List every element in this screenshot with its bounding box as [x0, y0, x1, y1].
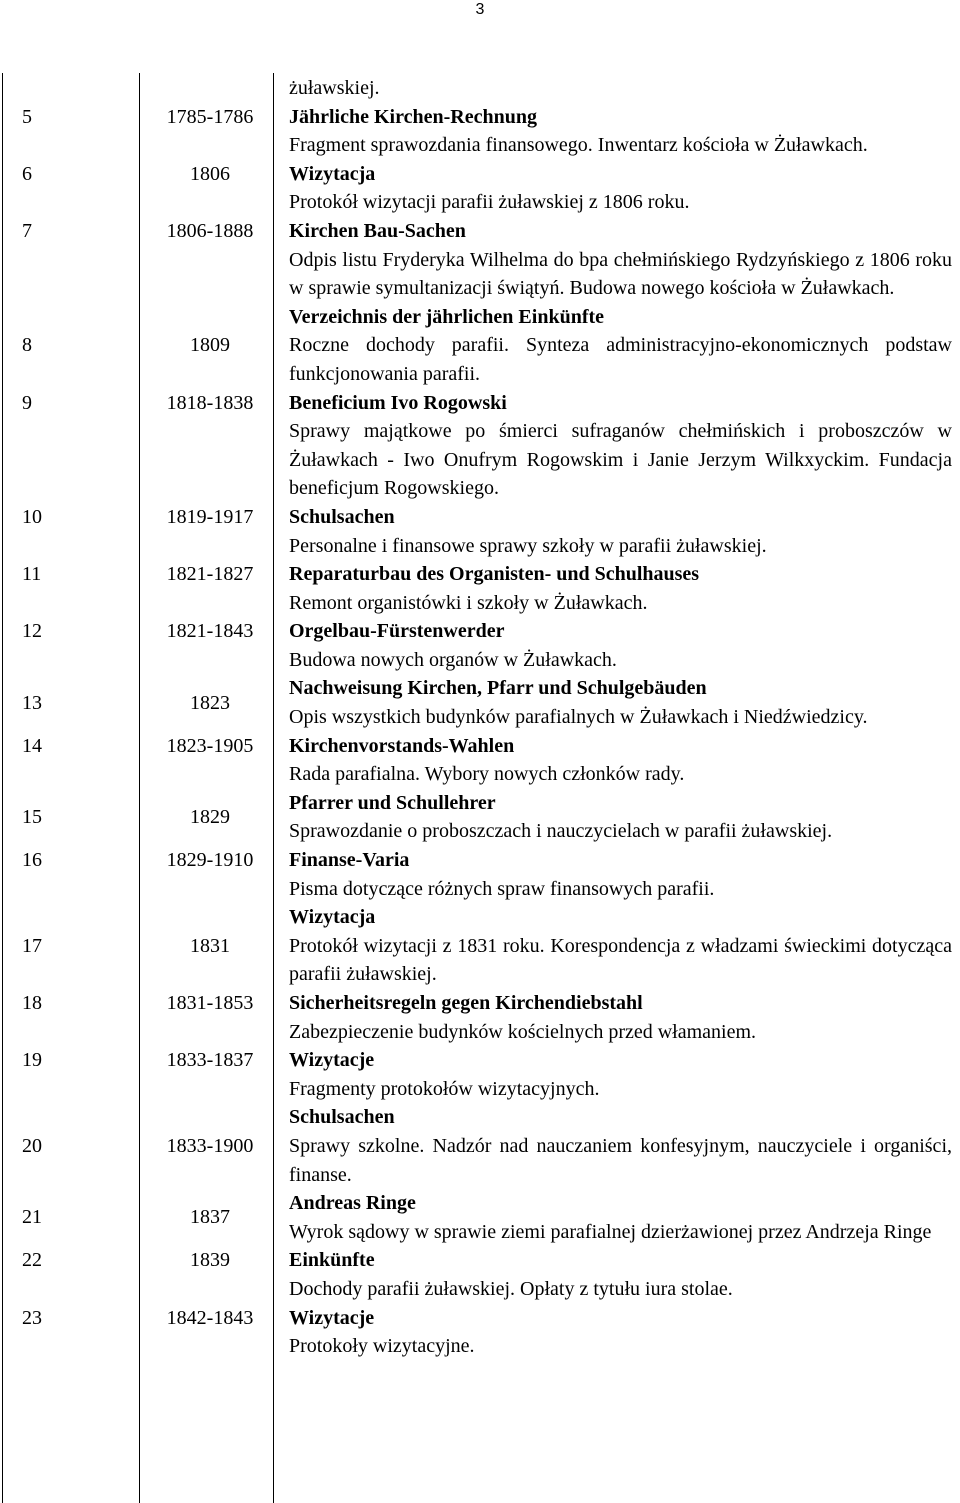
entry-description: Pisma dotyczące różnych spraw finansowych parafii. [289, 877, 715, 900]
entry-years: 1823-1905 [166, 734, 254, 757]
entry-years: 1837 [190, 1206, 230, 1229]
entry-number: 18 [22, 992, 42, 1014]
table-row [0, 1103, 960, 1189]
entry-number: 17 [22, 934, 42, 957]
entry-years: 1818-1838 [166, 391, 254, 414]
entry-number: 20 [22, 1134, 42, 1157]
entry-title: Wizytacja [289, 162, 376, 185]
entry-number: 7 [22, 219, 32, 242]
entry-title: Andreas Ringe [289, 1192, 416, 1215]
description-cell [280, 846, 952, 903]
description-cell [280, 560, 952, 617]
entry-title: Schulsachen [289, 1106, 395, 1129]
years-cell [140, 74, 280, 103]
entry-years: 1829-1910 [166, 849, 254, 872]
description-cell [280, 674, 952, 731]
table-row [0, 1304, 960, 1361]
table-row [0, 389, 960, 503]
table-row [0, 103, 960, 160]
description-cell [280, 103, 952, 160]
table-row [0, 674, 960, 731]
entry-years: 1833-1900 [166, 1134, 254, 1157]
entry-years: 1831 [190, 934, 230, 957]
number-cell [0, 74, 140, 103]
entry-years: 1839 [190, 1249, 230, 1272]
description-cell [280, 1246, 952, 1303]
table-row [0, 617, 960, 674]
entry-years: 1809 [190, 334, 230, 357]
table-row [0, 160, 960, 217]
entry-description: Budowa nowych organów w Żuławkach. [289, 648, 617, 671]
entry-description: żuławskiej. [289, 77, 380, 99]
entry-title: Sicherheitsregeln gegen Kirchendiebstahl [289, 992, 643, 1014]
entry-number: 5 [22, 105, 32, 128]
entry-title: Nachweisung Kirchen, Pfarr und Schulgebäuden [289, 677, 707, 700]
description-cell [280, 1046, 952, 1103]
continuation-row [0, 74, 960, 103]
entry-title: Wizytacje [289, 1306, 375, 1329]
description-cell [280, 789, 952, 846]
entry-number: 16 [22, 849, 42, 872]
table-row [0, 503, 960, 560]
entry-number: 15 [22, 806, 42, 829]
entry-description: Zabezpieczenie budynków kościelnych przed włamaniem. [289, 1020, 757, 1043]
description-cell [280, 503, 952, 560]
entry-title: Verzeichnis der jährlichen Einkünfte [289, 305, 605, 328]
description-cell [280, 732, 952, 789]
entry-years: 1829 [190, 806, 230, 829]
entry-title: Jährliche Kirchen-Rechnung [289, 105, 537, 128]
entry-title: Kirchenvorstands-Wahlen [289, 734, 515, 757]
entry-number: 9 [22, 391, 32, 414]
description-cell [280, 1304, 952, 1361]
table-row [0, 217, 960, 303]
entry-description: Personalne i finansowe sprawy szkoły w parafii żuławskiej. [289, 534, 767, 557]
description-cell [280, 1103, 952, 1189]
table-row [0, 303, 960, 389]
description-cell [280, 217, 952, 303]
entry-number: 19 [22, 1049, 42, 1072]
table-row [0, 989, 960, 1046]
table-row [0, 732, 960, 789]
entry-title: Reparaturbau des Organisten- und Schulhauses [289, 563, 700, 586]
description-cell [280, 160, 952, 217]
table-row [0, 1189, 960, 1246]
entry-title: Kirchen Bau-Sachen [289, 219, 466, 242]
entry-description: Opis wszystkich budynków parafialnych w Żuławkach i Niedźwiedzicy. [289, 706, 868, 729]
entry-years: 1831-1853 [166, 992, 254, 1014]
description-cell [280, 74, 952, 103]
entry-title: Schulsachen [289, 505, 395, 528]
description-cell [280, 303, 952, 389]
table-row [0, 903, 960, 989]
description-cell [280, 903, 952, 989]
entry-description: Protokół wizytacji parafii żuławskiej z 1806 roku. [289, 191, 690, 214]
table-row [0, 846, 960, 903]
entry-years: 1806-1888 [166, 219, 254, 242]
entry-description: Wyrok sądowy w sprawie ziemi parafialnej dzierżawionej przez Andrzeja Ringe [289, 1220, 932, 1243]
entry-description: Odpis listu Fryderyka Wilhelma do bpa chełmińskiego Rydzyńskiego z 1806 roku w sprawie symultanizacji świątyń. Budowa nowego kościoła w Żuławkach. [289, 248, 952, 300]
entry-description: Roczne dochody parafii. Synteza administracyjno-ekonomicznych podstaw funkcjonowania parafii. [289, 334, 952, 385]
entry-number: 13 [22, 691, 42, 714]
entry-title: Beneficium Ivo Rogowski [289, 391, 507, 414]
entry-description: Fragment sprawozdania finansowego. Inwentarz kościoła w Żuławkach. [289, 134, 868, 157]
description-cell [280, 617, 952, 674]
entry-description: Sprawozdanie o proboszczach i nauczycielach w parafii żuławskiej. [289, 820, 833, 843]
entry-years: 1821-1843 [166, 620, 254, 643]
entry-description: Rada parafialna. Wybory nowych członków rady. [289, 763, 685, 786]
entry-title: Finanse-Varia [289, 849, 410, 872]
archive-inventory-table [0, 74, 960, 1361]
entry-title: Einkünfte [289, 1249, 375, 1272]
entry-description: Protokół wizytacji z 1831 roku. Korespondencja z władzami świeckimi dotycząca parafii żuławskiej. [289, 934, 952, 986]
entry-description: Sprawy majątkowe po śmierci sufraganów chełmińskich i proboszczów w Żuławkach - Iwo Onufrym Rogowskim i Janie Jerzym Wilkxyckim. Fundacja beneficjum Rogowskiego. [289, 420, 952, 500]
entry-years: 1842-1843 [166, 1306, 254, 1329]
entry-years: 1823 [190, 691, 230, 714]
entry-number: 12 [22, 620, 42, 643]
description-cell [280, 989, 952, 1046]
description-cell [280, 1189, 952, 1246]
entry-description: Fragmenty protokołów wizytacyjnych. [289, 1077, 600, 1100]
entry-number: 23 [22, 1306, 42, 1329]
entry-number: 21 [22, 1206, 42, 1229]
entry-years: 1806 [190, 162, 230, 185]
entry-description: Remont organistówki i szkoły w Żuławkach. [289, 591, 648, 614]
description-cell [280, 389, 952, 503]
entry-description: Protokoły wizytacyjne. [289, 1335, 475, 1358]
table-row [0, 560, 960, 617]
entry-years: 1819-1917 [166, 505, 254, 528]
table-row [0, 1246, 960, 1303]
table-row [0, 789, 960, 846]
entry-years: 1833-1837 [166, 1049, 254, 1072]
entry-number: 8 [22, 334, 32, 357]
entry-number: 11 [22, 563, 42, 586]
entry-years: 1821-1827 [166, 563, 254, 586]
entry-title: Wizytacja [289, 906, 376, 929]
entry-description: Dochody parafii żuławskiej. Opłaty z tytułu iura stolae. [289, 1277, 733, 1300]
entry-title: Pfarrer und Schullehrer [289, 791, 496, 814]
entry-number: 22 [22, 1249, 42, 1272]
entry-number: 10 [22, 505, 42, 528]
page-number: 3 [475, 1, 485, 18]
entry-title: Wizytacje [289, 1049, 375, 1072]
entry-number: 6 [22, 162, 32, 185]
entry-description: Sprawy szkolne. Nadzór nad nauczaniem konfesyjnym, nauczyciele i organiści, finanse. [289, 1134, 952, 1186]
table-row [0, 1046, 960, 1103]
entry-years: 1785-1786 [166, 105, 254, 128]
entry-number: 14 [22, 734, 42, 757]
entry-title: Orgelbau-Fürstenwerder [289, 620, 505, 643]
